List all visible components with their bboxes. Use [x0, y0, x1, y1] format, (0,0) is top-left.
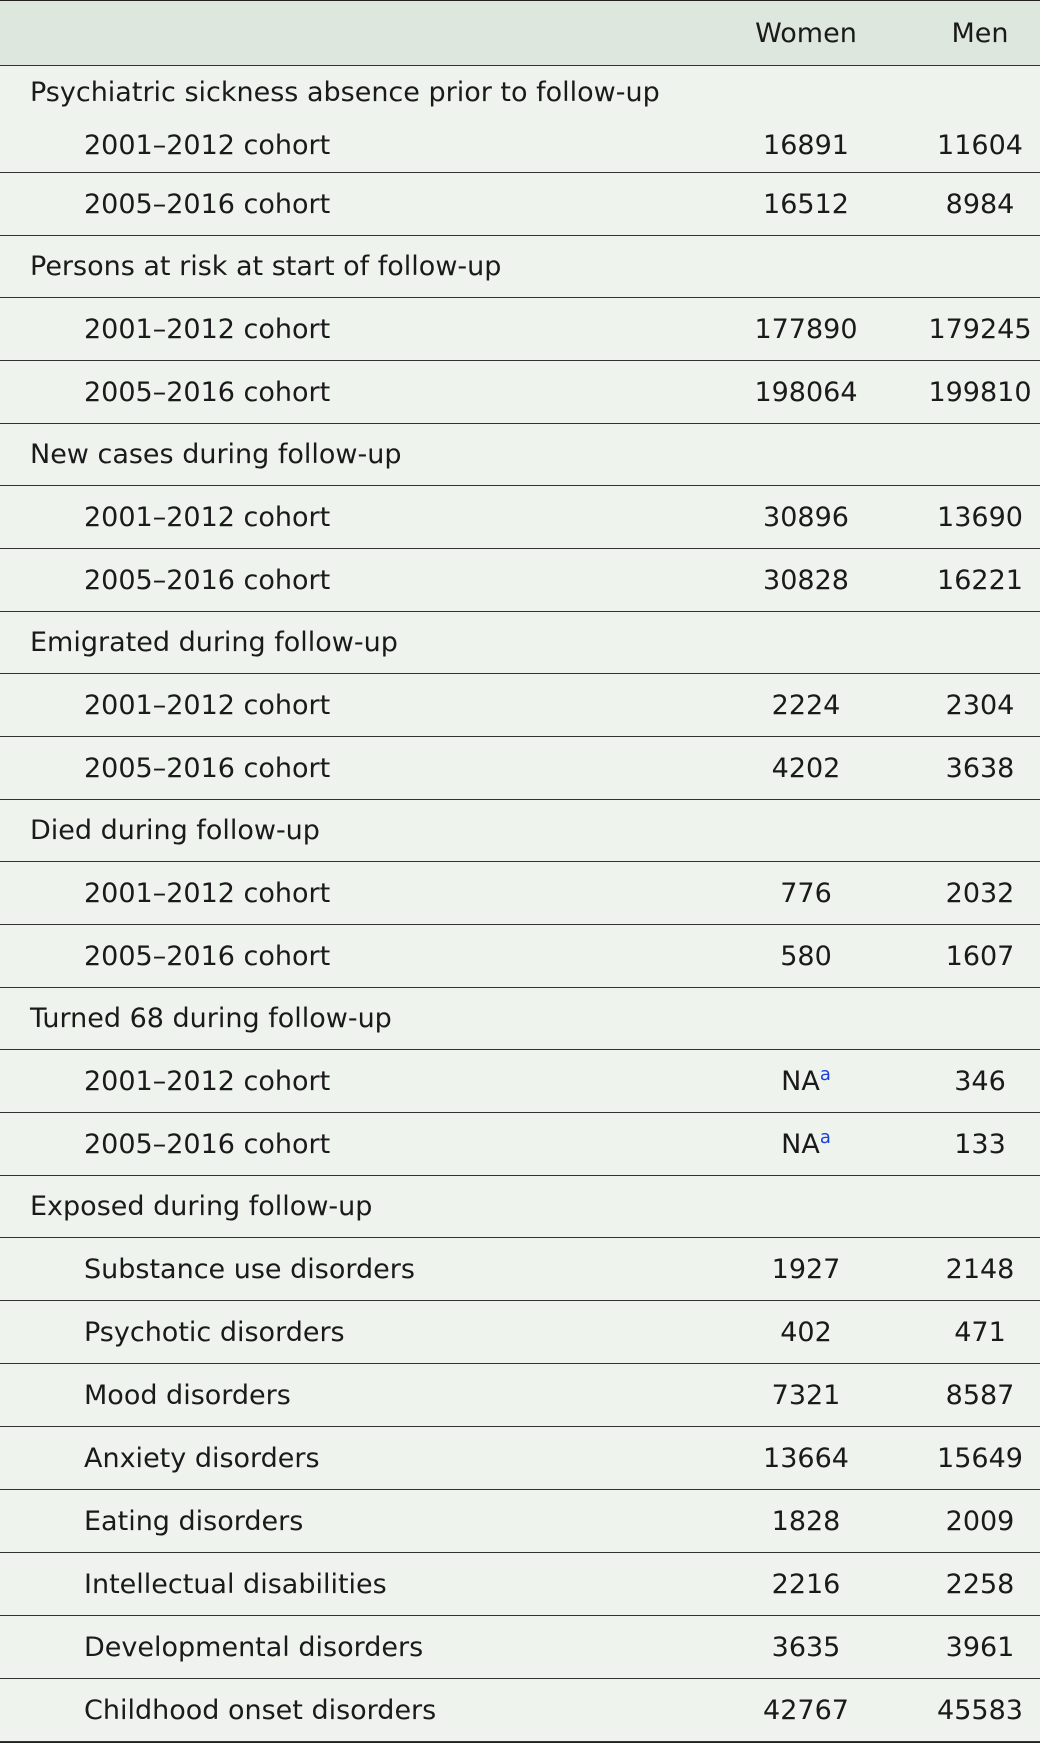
women-value	[716, 753, 896, 784]
women-value	[716, 1569, 896, 1600]
group-label: New cases during follow-up	[30, 439, 402, 470]
group-row	[0, 236, 1040, 298]
table-row	[0, 486, 1040, 549]
row-label: Psychotic disorders	[84, 1316, 345, 1348]
table-row	[0, 1301, 1040, 1364]
table-row	[0, 1490, 1040, 1553]
table-row	[0, 298, 1040, 361]
header-men: Men	[951, 17, 1009, 49]
men-value: 133	[954, 1128, 1006, 1160]
row-label: 2005–2016 cohort	[84, 1128, 331, 1160]
women-value-text: 1927	[771, 1253, 841, 1285]
women-value	[716, 189, 896, 220]
row-label: Mood disorders	[84, 1379, 291, 1411]
women-value-text: 776	[780, 877, 832, 909]
women-value	[716, 1380, 896, 1411]
row-label: Childhood onset disorders	[84, 1694, 437, 1726]
women-value-text: 1828	[771, 1505, 841, 1537]
women-value-text: NA	[781, 1065, 820, 1097]
row-label: 2001–2012 cohort	[84, 1065, 331, 1097]
table-header-row	[0, 1, 1040, 66]
men-value: 8984	[945, 188, 1015, 220]
row-label: 2005–2016 cohort	[84, 940, 331, 972]
women-value-text: NA	[781, 1128, 820, 1160]
women-value-text: 30828	[763, 564, 849, 596]
row-label: 2001–2012 cohort	[84, 877, 331, 909]
table-row	[0, 1679, 1040, 1742]
group-row	[0, 612, 1040, 674]
men-value: 13690	[937, 501, 1023, 533]
table-row	[0, 1364, 1040, 1427]
group-label: Died during follow-up	[30, 815, 320, 846]
women-value: 16891	[763, 130, 849, 161]
group-label: Emigrated during follow-up	[30, 627, 398, 658]
row-label: 2005–2016 cohort	[84, 752, 331, 784]
women-value	[716, 1695, 896, 1726]
women-value	[716, 1317, 896, 1348]
row-label: 2001–2012 cohort	[84, 689, 331, 721]
men-value: 8587	[945, 1379, 1015, 1411]
table-row	[0, 1238, 1040, 1301]
men-value: 45583	[937, 1694, 1023, 1726]
footnote-marker[interactable]: a	[819, 1126, 831, 1148]
men-value: 2032	[945, 877, 1015, 909]
group-row	[0, 800, 1040, 862]
footnote-marker[interactable]: a	[819, 1063, 831, 1085]
row-label: Developmental disorders	[84, 1631, 424, 1663]
women-value-text: 2216	[771, 1568, 841, 1600]
women-value-text: 13664	[763, 1442, 849, 1474]
men-value: 15649	[937, 1442, 1023, 1474]
group-row	[0, 424, 1040, 486]
table-row	[0, 361, 1040, 424]
women-value-text: 4202	[771, 752, 841, 784]
row-label: 2005–2016 cohort	[84, 188, 331, 220]
women-value	[716, 878, 896, 909]
men-value: 471	[954, 1316, 1006, 1348]
table-row	[0, 1616, 1040, 1679]
table-row	[0, 1113, 1040, 1176]
women-value-text: 42767	[763, 1694, 849, 1726]
table-row	[0, 549, 1040, 612]
women-value-text: 177890	[754, 313, 858, 345]
men-value: 1607	[945, 940, 1015, 972]
row-label: Intellectual disabilities	[84, 1568, 387, 1600]
group-row	[0, 988, 1040, 1050]
women-value-text: 402	[780, 1316, 832, 1348]
table-row	[0, 925, 1040, 988]
women-value	[716, 377, 896, 408]
men-value: 11604	[937, 130, 1023, 161]
women-value-text: 580	[780, 940, 832, 972]
table-body	[0, 173, 1040, 1742]
group-label: Exposed during follow-up	[30, 1191, 373, 1222]
group-label: Persons at risk at start of follow-up	[30, 251, 502, 282]
row-label: 2005–2016 cohort	[84, 376, 331, 408]
men-value: 3961	[945, 1631, 1015, 1663]
row-label: 2001–2012 cohort	[84, 501, 331, 533]
women-value	[716, 502, 896, 533]
women-value	[716, 1506, 896, 1537]
women-value-text: 7321	[771, 1379, 841, 1411]
women-value	[716, 941, 896, 972]
table-row	[0, 1553, 1040, 1616]
table-row	[0, 1050, 1040, 1113]
group-row-first	[0, 66, 1040, 173]
table-row	[0, 1427, 1040, 1490]
table-row	[0, 674, 1040, 737]
men-value: 2304	[945, 689, 1015, 721]
women-value	[716, 1126, 896, 1160]
group-label: Turned 68 during follow-up	[30, 1003, 392, 1034]
table-row	[0, 737, 1040, 800]
women-value	[716, 1254, 896, 1285]
women-value-text: 16512	[763, 188, 849, 220]
group-row	[0, 1176, 1040, 1238]
women-value	[716, 565, 896, 596]
women-value-text: 2224	[771, 689, 841, 721]
row-label: 2001–2012 cohort	[84, 313, 331, 345]
men-value: 179245	[928, 313, 1032, 345]
women-value-text: 3635	[771, 1631, 841, 1663]
women-value	[716, 690, 896, 721]
men-value: 2009	[945, 1505, 1015, 1537]
header-women: Women	[755, 17, 857, 49]
women-value	[716, 1632, 896, 1663]
sub-label: 2001–2012 cohort	[84, 130, 331, 161]
men-value: 16221	[937, 564, 1023, 596]
men-value: 346	[954, 1065, 1006, 1097]
row-label: Eating disorders	[84, 1505, 304, 1537]
men-value: 2148	[945, 1253, 1015, 1285]
women-value	[716, 314, 896, 345]
row-label: Substance use disorders	[84, 1253, 415, 1285]
women-value-text: 198064	[754, 376, 858, 408]
group-label: Psychiatric sickness absence prior to follow-up	[30, 77, 660, 108]
row-label: 2005–2016 cohort	[84, 564, 331, 596]
women-value-text: 30896	[763, 501, 849, 533]
women-value	[716, 1063, 896, 1097]
men-value: 3638	[945, 752, 1015, 784]
women-value	[716, 1443, 896, 1474]
table-row	[0, 862, 1040, 925]
table-row	[0, 173, 1040, 236]
men-value: 199810	[928, 376, 1032, 408]
row-label: Anxiety disorders	[84, 1442, 320, 1474]
men-value: 2258	[945, 1568, 1015, 1600]
